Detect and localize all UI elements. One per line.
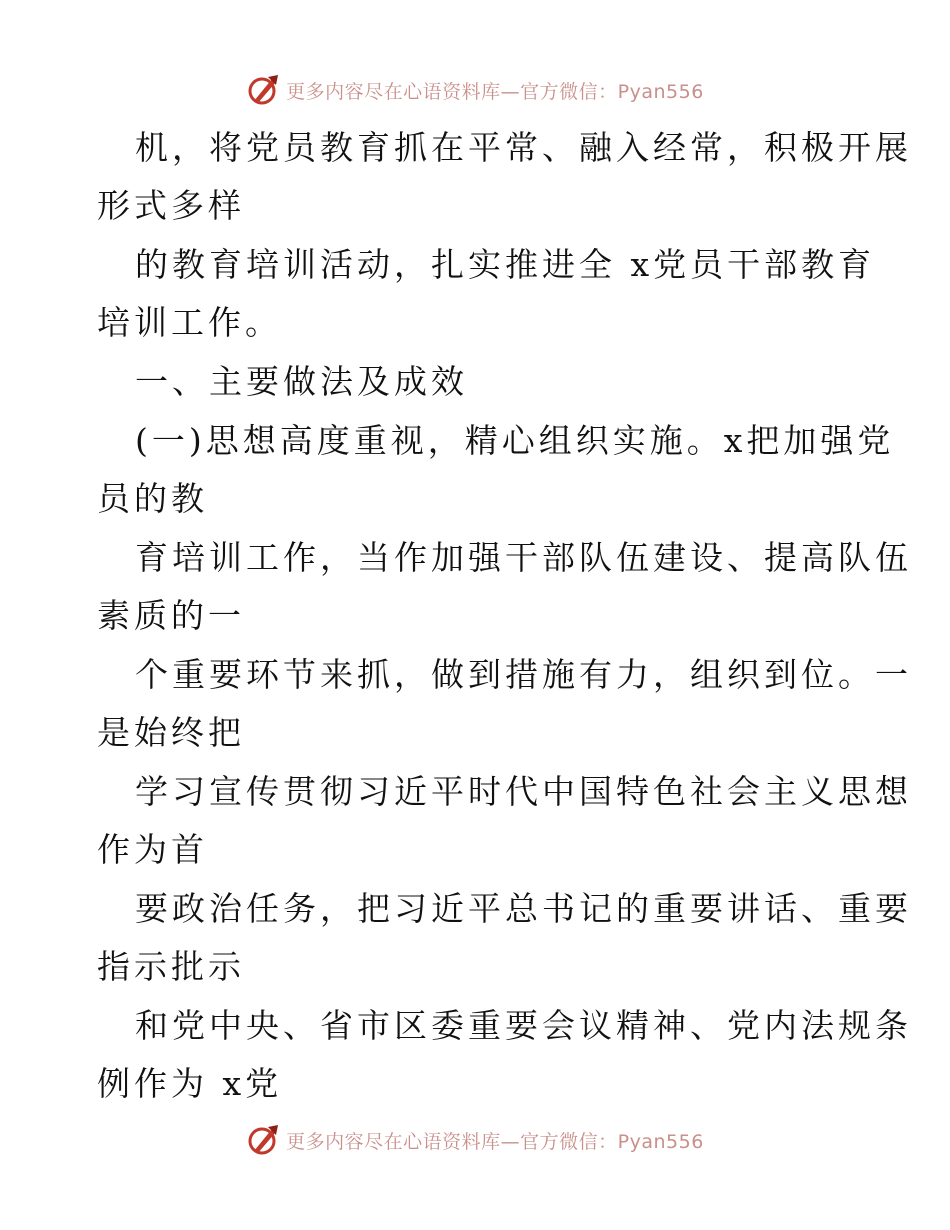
footer-banner [0,1120,950,1160]
body-line: 例作为 x党 [97,1064,283,1103]
quill-pen-logo-icon [246,73,280,107]
body-line: 学习宣传贯彻习近平时代中国特色社会主义思想 [135,772,912,811]
body-line: 要政治任务，把习近平总书记的重要讲话、重要 [135,889,912,928]
header-banner [0,70,950,110]
body-line: 素质的一 [97,596,245,635]
body-line: 指示批示 [97,947,245,986]
body-line: 个重要环节来抓，做到措施有力，组织到位。一 [135,655,912,694]
body-line: 员的教 [97,479,208,518]
header-banner-text: 更多内容尽在心语资料库—官方微信：Pyan556 [286,80,704,103]
footer-banner-text: 更多内容尽在心语资料库—官方微信：Pyan556 [286,1130,704,1153]
body-line: 和党中央、省市区委重要会议精神、党内法规条 [135,1006,912,1045]
body-line: 是始终把 [97,713,245,752]
body-line: 育培训工作，当作加强干部队伍建设、提高队伍 [135,538,912,577]
body-line: 的教育培训活动，扎实推进全 x党员干部教育 [135,245,876,284]
body-line: 培训工作。 [97,303,282,342]
body-line: 机，将党员教育抓在平常、融入经常，积极开展 [135,128,912,167]
body-line: 作为首 [97,830,208,869]
section-heading: 一、主要做法及成效 [135,362,468,401]
body-line: 形式多样 [97,186,245,225]
quill-pen-logo-icon [246,1123,280,1157]
subsection-heading: (一)思想高度重视，精心组织实施。x把加强党 [135,421,895,460]
